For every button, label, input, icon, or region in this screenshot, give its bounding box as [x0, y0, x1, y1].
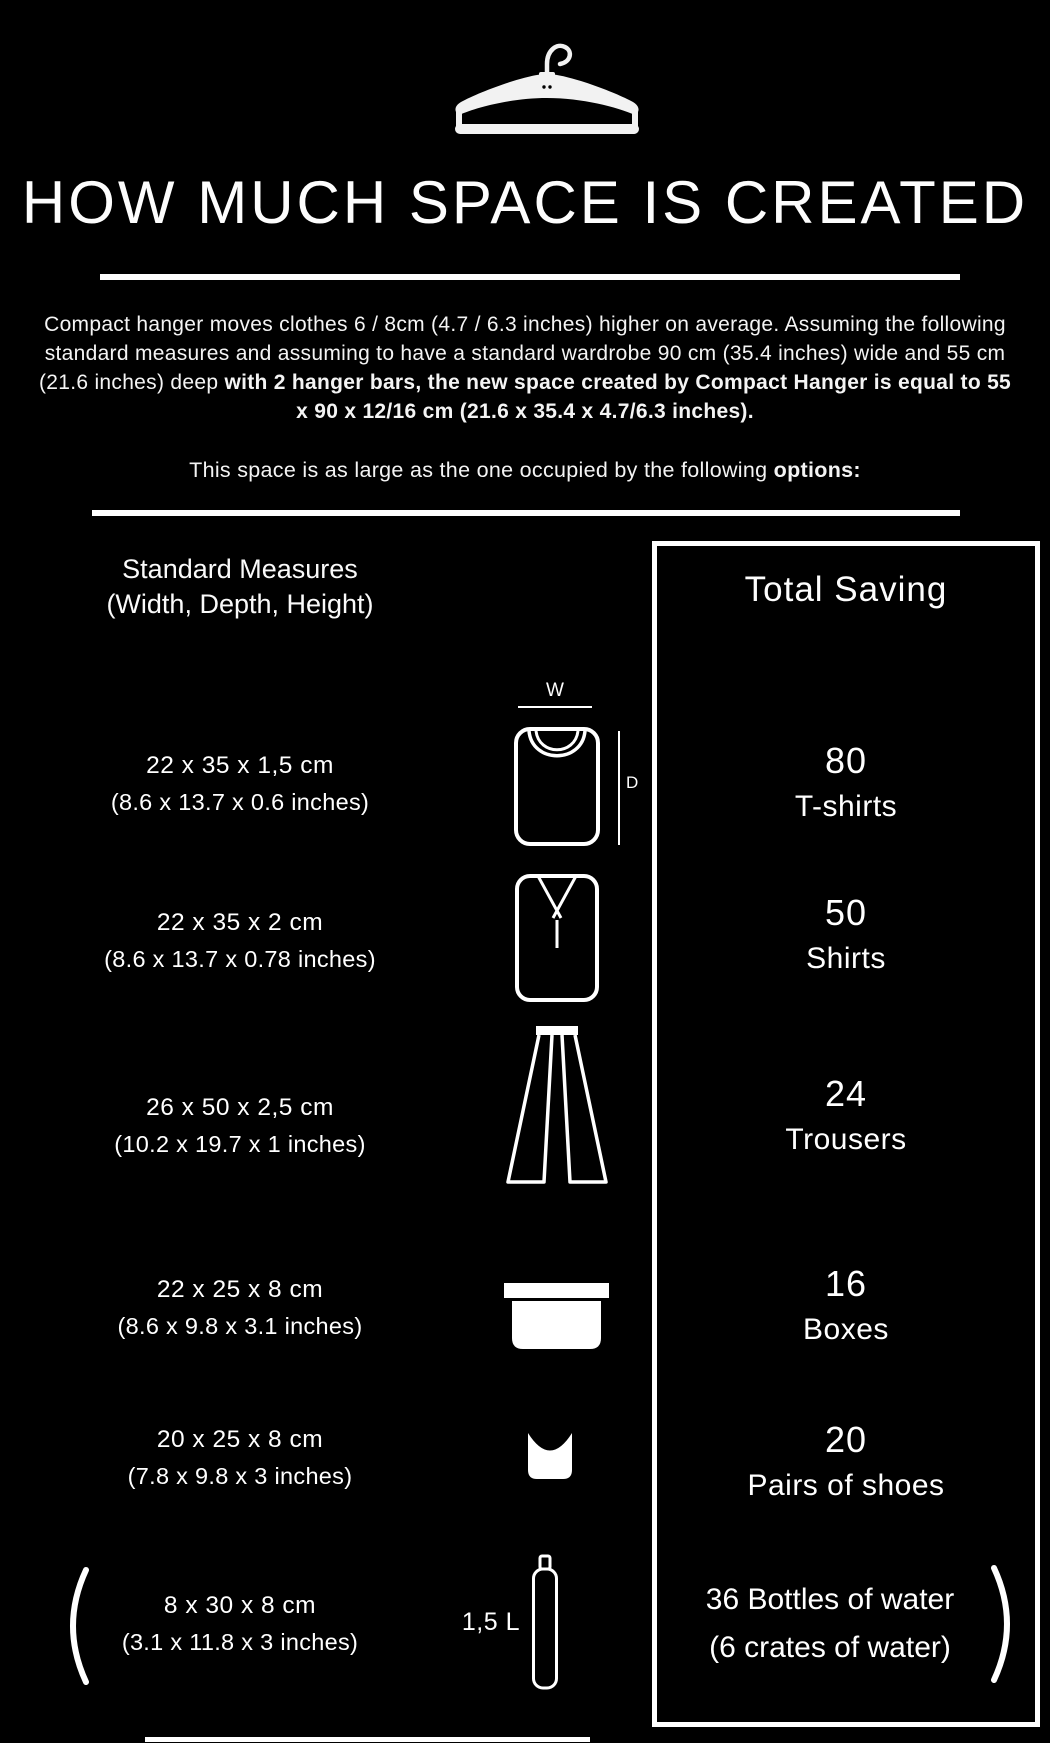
measure-row-shoes: [40, 1422, 440, 1494]
saving-label: Shirts: [806, 942, 886, 975]
saving-cell-shoes: [657, 1417, 1035, 1509]
saving-count: 50: [824, 892, 868, 933]
measure-cm: 26 x 50 x 2,5 cm: [146, 1094, 334, 1121]
width-dimension-label: W: [546, 680, 564, 701]
measures-header-line2: (Width, Depth, Height): [106, 589, 374, 619]
trousers-icon: [502, 1026, 612, 1186]
t-shirt-icon: [512, 724, 602, 848]
measure-row-bottles: [40, 1588, 440, 1660]
box-icon: [504, 1281, 609, 1351]
saving-cell-trousers: [657, 1071, 1035, 1163]
measure-cm: 22 x 35 x 1,5 cm: [146, 752, 334, 779]
measure-cm: 22 x 25 x 8 cm: [156, 1276, 324, 1303]
subtitle-normal-text: This space is as large as the one occupied by the following: [189, 458, 774, 482]
subtitle: [0, 458, 1050, 483]
saving-line1: 36 Bottles of water: [705, 1583, 955, 1616]
measure-cm: 8 x 30 x 8 cm: [163, 1592, 317, 1619]
measure-inches: (3.1 x 11.8 x 3 inches): [121, 1629, 359, 1655]
saving-count: 24: [824, 1073, 868, 1114]
measure-row-boxes: [40, 1272, 440, 1344]
divider: [100, 274, 960, 280]
measure-cm: 20 x 25 x 8 cm: [156, 1426, 324, 1453]
measure-inches: (8.6 x 13.7 x 0.78 inches): [104, 946, 376, 972]
width-indicator-line: [518, 706, 592, 708]
divider: [145, 1737, 590, 1742]
saving-count: 80: [824, 740, 868, 781]
saving-label: Boxes: [803, 1313, 889, 1346]
measures-column-header: [40, 552, 440, 622]
intro-normal-text: Compact hanger moves clothes 6 / 8cm (4.7 / 6.3 inches) higher on average. Assuming the following standard measures and assuming to have a standard wardrobe 90 cm (35.4 inches) wide and 55 cm (21.6 inches) deep: [38, 313, 1006, 394]
saving-cell-tshirts: [657, 738, 1035, 830]
saving-cell-boxes: [657, 1261, 1035, 1353]
measure-inches: (8.6 x 13.7 x 0.6 inches): [110, 789, 370, 815]
page-title: HOW MUCH SPACE IS CREATED: [21, 169, 1029, 236]
bottle-icon: [530, 1552, 560, 1692]
intro-paragraph: [30, 310, 1020, 426]
measure-row-trousers: [40, 1090, 440, 1162]
close-parenthesis-decoration: [986, 1564, 1022, 1684]
saving-count: 20: [824, 1419, 868, 1460]
measure-inches: (10.2 x 19.7 x 1 inches): [114, 1131, 366, 1157]
divider: [92, 510, 960, 516]
depth-indicator-line: [618, 731, 620, 845]
measure-inches: (7.8 x 9.8 x 3 inches): [127, 1463, 353, 1489]
saving-label: T-shirts: [794, 790, 898, 823]
saving-label: Trousers: [785, 1123, 907, 1156]
bottle-volume-label: 1,5 L: [461, 1608, 520, 1636]
total-saving-header: Total Saving: [744, 570, 948, 609]
depth-dimension-label: D: [626, 773, 639, 792]
saving-line2: (6 crates of water): [709, 1631, 951, 1664]
saving-count: 16: [824, 1263, 868, 1304]
measure-inches: (8.6 x 9.8 x 3.1 inches): [117, 1313, 363, 1339]
shirt-icon: [512, 872, 602, 1004]
subtitle-bold-text: options:: [773, 458, 861, 482]
measure-row-shirts: [40, 905, 440, 977]
saving-label: Pairs of shoes: [747, 1469, 945, 1502]
measures-header-line1: Standard Measures: [122, 554, 358, 584]
shoes-icon: [527, 1432, 573, 1480]
hanger-icon: [447, 40, 647, 140]
measure-row-tshirts: [40, 748, 440, 820]
measure-cm: 22 x 35 x 2 cm: [156, 909, 324, 936]
intro-bold-text: with 2 hanger bars, the new space created by Compact Hanger is equal to 55 x 90 x 12/16 cm (21.6 x 35.4 x 4.7/6.3 inches).: [224, 371, 1012, 423]
saving-cell-shirts: [657, 890, 1035, 982]
saving-cell-bottles: [660, 1576, 1000, 1672]
